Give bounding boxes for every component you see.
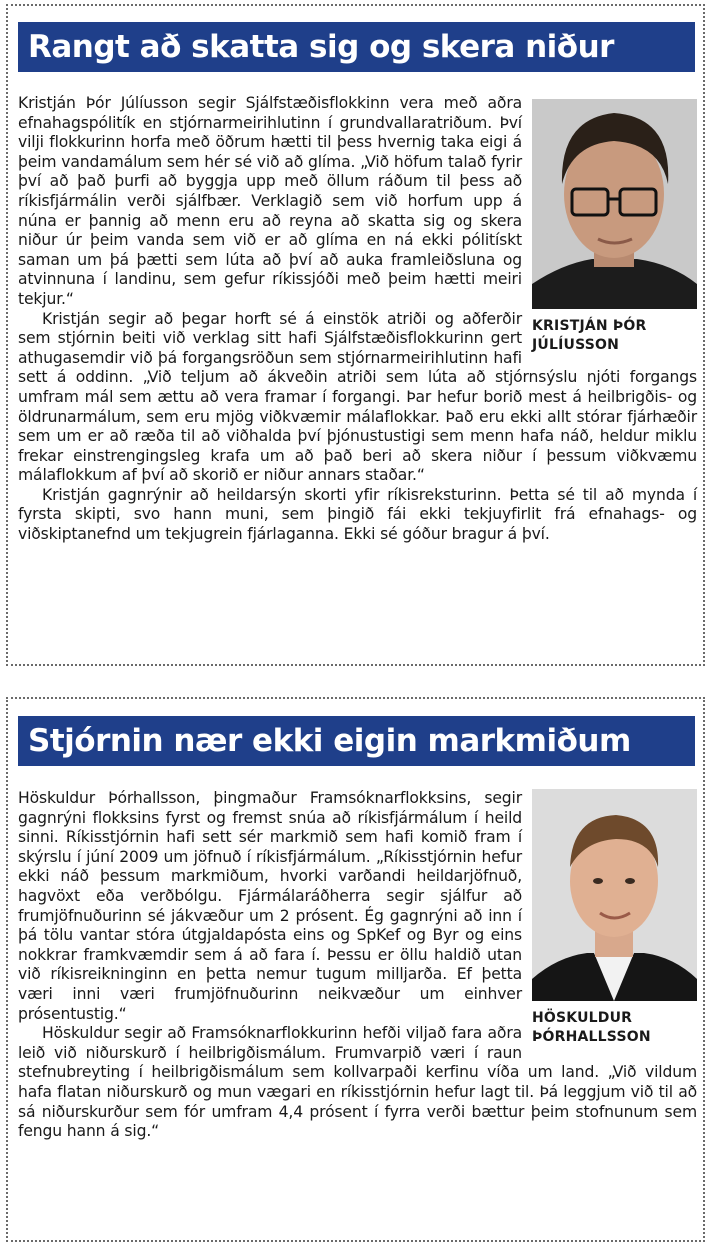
kristjan-portrait-image (532, 99, 697, 309)
article-1-photo-block (532, 99, 697, 363)
caption-name-line-2: JÚLÍUSSON (532, 337, 620, 353)
article-2-body (18, 789, 697, 1142)
article-2-headline: Stjórnin nær ekki eigin markmiðum (18, 716, 695, 766)
caption-name-line-1: KRISTJÁN ÞÓR (532, 318, 647, 334)
article-1-photo-caption (532, 317, 697, 355)
article-1-paragraph-3: Kristján gagnrýnir að heildarsýn skorti yfir ríkisreksturinn. Þetta sé til að mynda í fyrsta skipti, svo hann muni, sem þingið fái ekki tekjuyfirlit frá efnahags- og viðskiptanefnd um tekjugrein fjárlaganna. Ekki sé góður bragur á því. (18, 485, 697, 544)
caption-name-line-1: HÖSKULDUR (532, 1010, 633, 1026)
article-box-1 (6, 4, 705, 666)
article-1-paragraph-2: Kristján segir að þegar horft sé á einstök atriði og aðferðir sem stjórnin beiti við verklag sitt hafi Sjálfstæðisflokkurinn gert athugasemdir við þá forgangsröðun sem stjórnarmeirihlutinn hafi sett á oddinn. „Við teljum að ákveðin atriði sem lúta að stjórnsýslu njóti forgangs umfram mál sem ættu að vera framar í forgangi. Þar hefur borið mest á heilbrigðis- og öldrunarmálum, sem eru mjög viðkvæmir málaflokkar. Það eru ekki allt stórar fjárhæðir sem um er að ræða til að viðhalda því þjónustustigi sem menn hafa náð, heldur miklu frekar einstrengingsleg krafa um að það beri að skera niður í þessum viðkvæmu málaflokkum af því að skorið er niður annars staðar.“ (18, 309, 697, 485)
article-2-paragraph-1: Höskuldur Þórhallsson, þingmaður Framsóknarflokksins, segir gagnrýni flokksins fyrst og fremst snúa að ríkisfjármálum í heild sinni. Ríkisstjórnin hafi sett sér markmið sem hafi komið fram í skýrslu í júní 2009 um jöfnuð í ríkisfjármálum. „Ríkisstjórnin hefur ekki náð þessum markmiðum, hvorki varðandi heildarjöfnuð, hagvöxt eða verðbólgu. Fjármálaráðherra segir sjálfur að frumjöfnuðurinn sé jákvæður um 2 prósent. Ég gagnrýni að inn í þá tölu vantar stóra útgjaldapósta eins og SpKef og Byr og eins nokkrar framkvæmdir sem á að fara í. Þessu er öllu haldið utan við ríkisreikninginn en þetta nemur tugum milljarða. Ef þetta væri inni væri frumjöfnuðurinn neikvæður um einhver prósentustig.“ (18, 789, 522, 1023)
article-2-photo-caption (532, 1009, 697, 1047)
article-2-paragraph-2: Höskuldur segir að Framsóknarflokkurinn hefði viljað fara aðra leið við niðurskurð í heilbrigðismálum. Frumvarpið væri í raun stefnubreyting í heilbrigðismálum sem kollvarpaði kerfinu víða um land. „Við vildum hafa flatan niðurskurð og mun vægari en ríkisstjórnin hefur lagt til. Þá leggjum við til að sá niðurskurður sem fór umfram 4,4 prósent í fyrra verði bættur þeim stofnunum sem fengu hann á sig.“ (18, 1024, 697, 1141)
article-1-body (18, 94, 697, 545)
article-box-2 (6, 697, 705, 1242)
hoskuldur-portrait-image (532, 789, 697, 1001)
article-1-headline: Rangt að skatta sig og skera niður (18, 22, 695, 72)
article-2-photo-block (532, 789, 697, 1057)
article-1-paragraph-1: Kristján Þór Júlíusson segir Sjálfstæðisflokkinn vera með aðra efnahagspólitík en stjórnarmeirihlutinn í grundvallaratriðum. Því vilji flokkurinn horfa með öðrum hætti til þess hvernig taka eigi á þeim vandamálum sem hér sé við að glíma. „Við höfum talað fyrir því að það þurfi að byggja upp með öllum ráðum til þess að ríkisfjármálin verði sjálfbær. Verklagið sem við horfum upp á núna er þannig að menn eru að reyna að skatta sig og skera niður úr þeim vanda sem við er að glíma en ná ekki pólitískt saman um þá þætti sem lúta að því að auka framleiðsluna og atvinnuna í landinu, sem gefur ríkissjóði með þeim hætti meiri tekjur.“ (18, 94, 522, 308)
caption-name-line-2: ÞÓRHALLSSON (532, 1029, 651, 1045)
